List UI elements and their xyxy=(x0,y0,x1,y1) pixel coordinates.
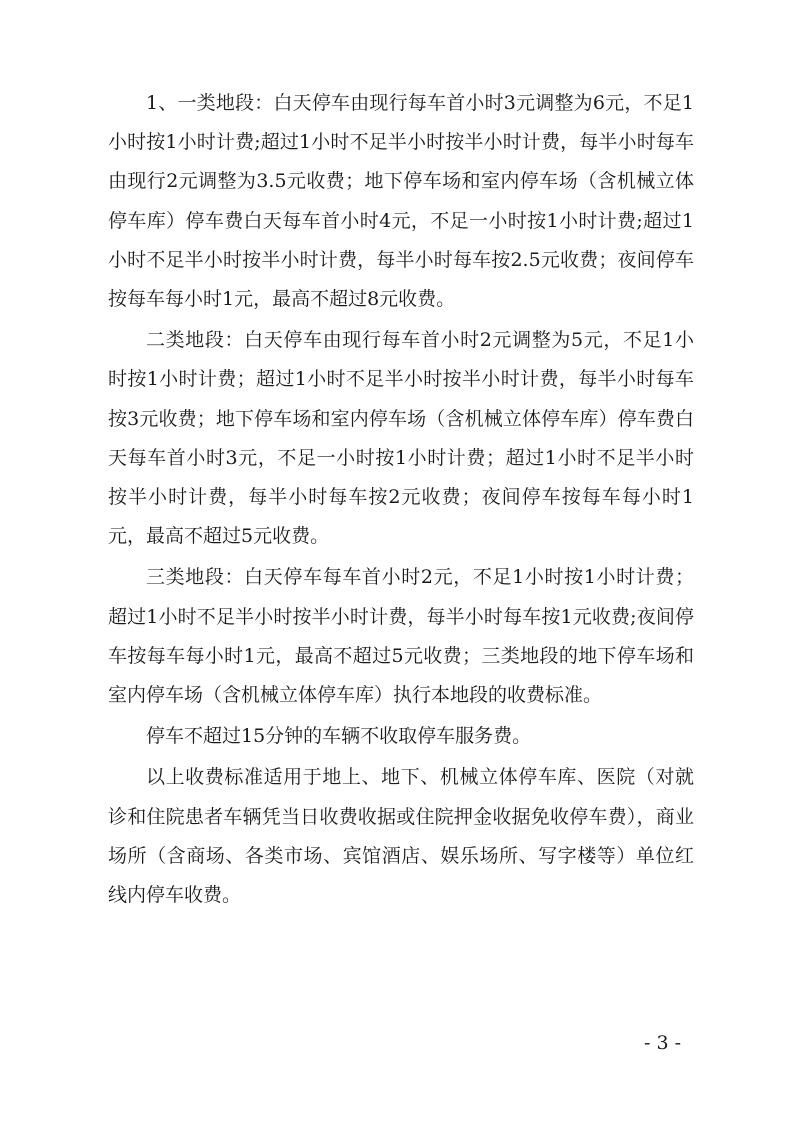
paragraph-class-1-fees: 1、一类地段：白天停车由现行每车首小时3元调整为6元，不足1小时按1小时计费;超过1小时不足半小时按半小时计费，每半小时每车由现行2元调整为3.5元收费；地下停车场和室内停车场（含机械立体停车库）停车费白天每车首小时4元，不足一小时按1小时计费;超过1小时不足半小时按半小时计费，每半小时每车按2.5元收费；夜间停车按每车每小时1元，最高不超过8元收费。 xyxy=(108,92,694,311)
paragraph-class-2-fees: 二类地段：白天停车由现行每车首小时2元调整为5元，不足1小时按1小时计费；超过1小时不足半小时按半小时计费，每半小时每车按3元收费；地下停车场和室内停车场（含机械立体停车库）停车费白天每车首小时3元，不足一小时按1小时计费；超过1小时不足半小时按半小时计费，每半小时每车按2元收费；夜间停车按每车每小时1元，最高不超过5元收费。 xyxy=(108,329,694,548)
page-number: - 3 - xyxy=(643,1032,681,1054)
paragraph-free-parking: 停车不超过15分钟的车辆不收取停车服务费。 xyxy=(146,725,532,748)
document-body xyxy=(108,84,694,917)
paragraph-scope: 以上收费标准适用于地上、地下、机械立体停车库、医院（对就诊和住院患者车辆凭当日收费收据或住院押金收据免收停车费），商业场所（含商场、各类市场、宾馆酒店、娱乐场所、写字楼等）单位红线内停车收费。 xyxy=(108,766,694,907)
paragraph-class-3-fees: 三类地段：白天停车每车首小时2元，不足1小时按1小时计费；超过1小时不足半小时按半小时计费，每半小时每车按1元收费;夜间停车按每车每小时1元，最高不超过5元收费；三类地段的地下停车场和室内停车场（含机械立体停车库）执行本地段的收费标准。 xyxy=(108,566,694,707)
